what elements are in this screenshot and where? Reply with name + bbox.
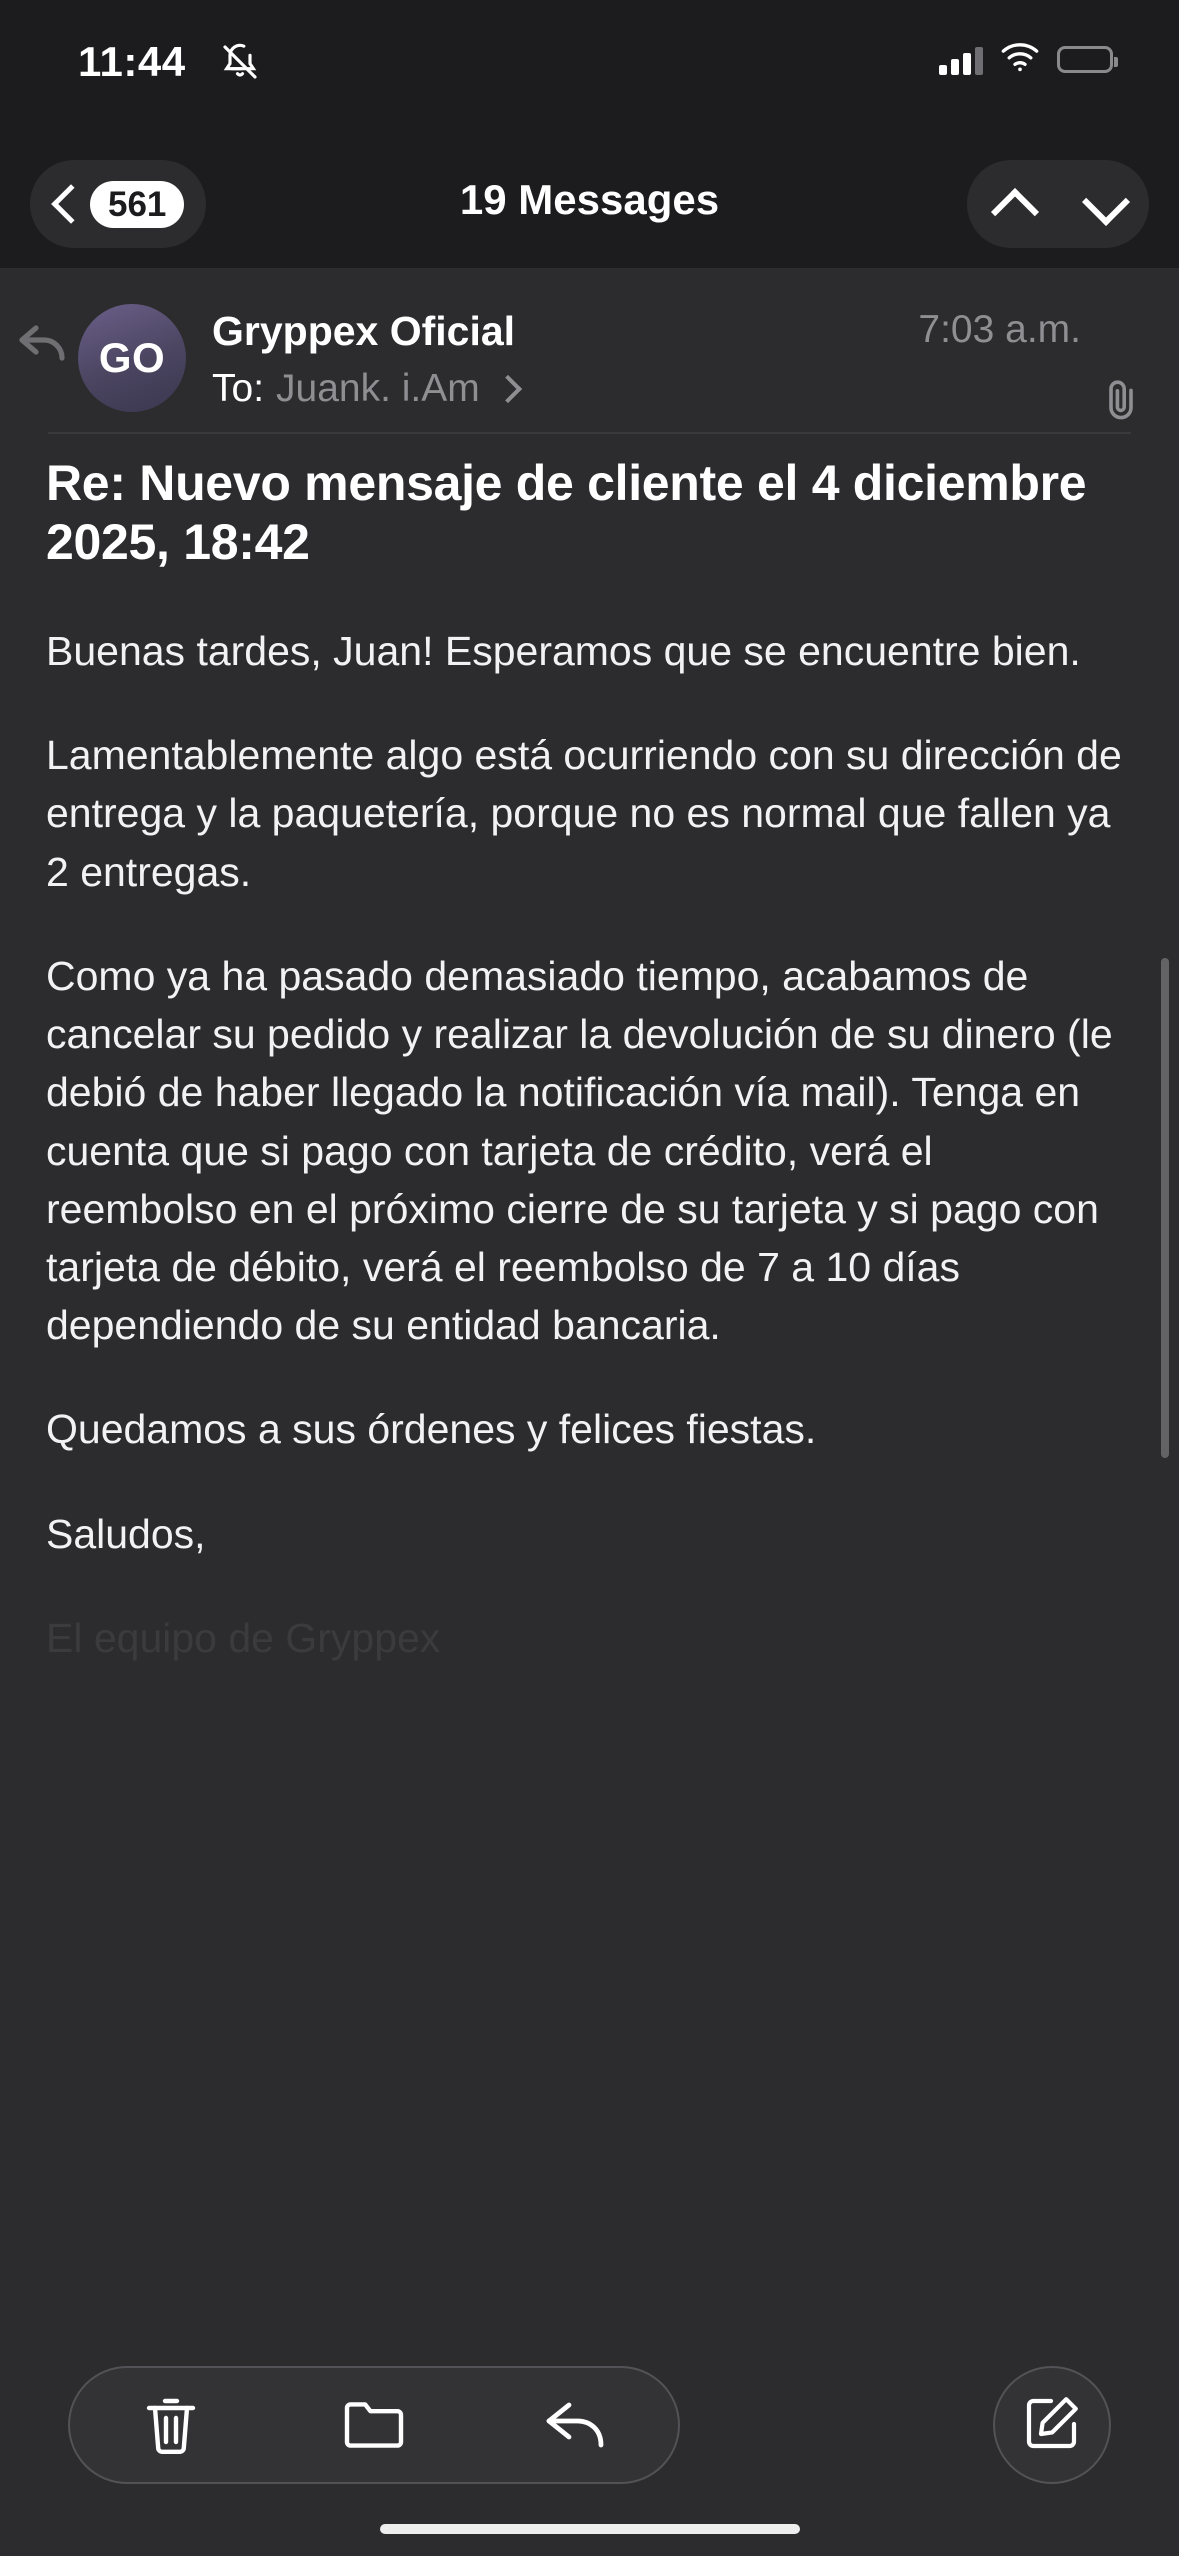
avatar[interactable]: GO [78, 304, 186, 412]
header-divider [48, 432, 1131, 434]
reply-arrow-icon [18, 322, 70, 364]
to-label: To: [212, 367, 265, 410]
status-indicators [939, 42, 1113, 77]
compose-icon [1023, 2394, 1081, 2457]
message-actions-group [68, 2366, 680, 2484]
folder-icon[interactable] [319, 2375, 429, 2475]
unread-count-badge: 561 [90, 181, 184, 228]
message-paragraph: Saludos, [46, 1510, 206, 1557]
page-title: 19 Messages [459, 176, 720, 223]
message-paragraph: Buenas tardes, Juan! Esperamos que se encuentre bien. [46, 628, 1081, 674]
paperclip-icon[interactable] [1105, 378, 1139, 422]
status-time: 11:44 [78, 38, 186, 85]
reply-icon[interactable] [522, 2375, 632, 2475]
chevron-right-icon [498, 376, 514, 402]
message-timestamp: 7:03 a.m. [918, 308, 1081, 351]
recipient-name: Juank. i.Am [276, 367, 480, 410]
trash-icon[interactable] [116, 2375, 226, 2475]
next-message-button[interactable] [1081, 181, 1127, 227]
status-bar [0, 0, 1179, 135]
home-indicator [380, 2524, 800, 2534]
bottom-toolbar [0, 2366, 1179, 2484]
sender-name[interactable]: Gryppex Oficial [212, 308, 516, 354]
message-subject: Re: Nuevo mensaje de cliente el 4 diciembre 2025, 18:42 [46, 455, 1087, 570]
recipient-row[interactable] [212, 367, 514, 411]
cellular-signal-icon [939, 45, 983, 75]
navigation-bar [0, 160, 1179, 255]
message-signature: El equipo de Gryppex [46, 1614, 441, 1661]
message-paragraph: Quedamos a sus órdenes y felices fiestas. [46, 1406, 817, 1453]
message-header [0, 268, 1179, 434]
battery-low-icon [1057, 46, 1113, 73]
message-paragraph: Lamentablemente algo está ocurriendo con su dirección de entrega y la paquetería, porque no es normal que fallen ya 2 entregas. [46, 732, 1122, 895]
compose-button[interactable] [993, 2366, 1111, 2484]
message-navigation-group [967, 160, 1149, 248]
message-container [0, 268, 1179, 2556]
scrollbar[interactable] [1161, 958, 1169, 1458]
previous-message-button[interactable] [990, 181, 1036, 227]
bell-slash-icon [220, 42, 260, 82]
message-paragraph: Como ya ha pasado demasiado tiempo, acabamos de cancelar su pedido y realizar la devolución de su dinero (le debió de haber llegado la notificación vía mail). Tenga en cuenta que si pago con tarjeta de crédito, verá el reembolso en el próximo cierre de su tarjeta y si pago con tarjeta de débito, verá el reembolso de 7 a 10 días dependiendo de su entidad bancaria. [46, 952, 1113, 1349]
wifi-icon [1000, 42, 1040, 77]
message-body [0, 454, 1179, 2556]
